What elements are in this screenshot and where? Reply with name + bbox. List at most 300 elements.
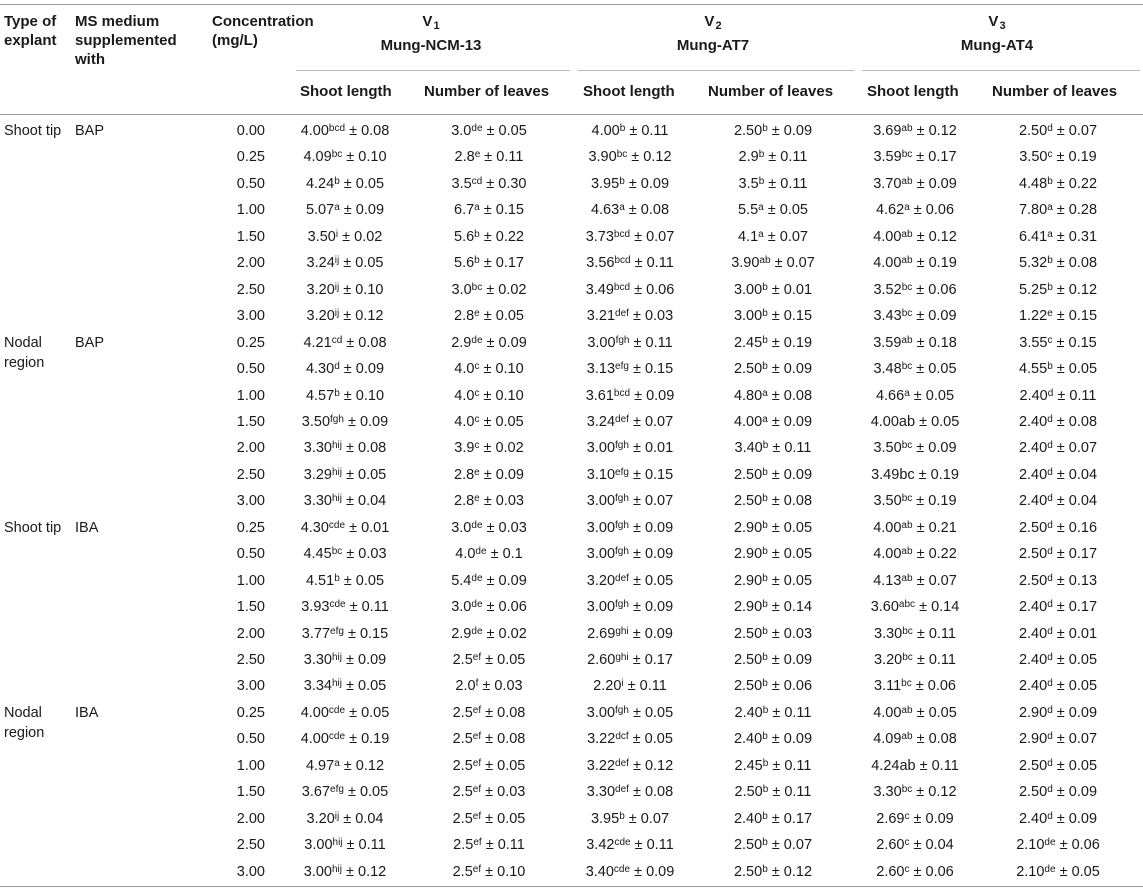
value-cell (698, 250, 848, 276)
plus-minus: ± (339, 572, 356, 589)
plus-minus: ± (1055, 863, 1072, 880)
plus-minus: ± (1052, 361, 1069, 378)
plus-minus: ± (339, 361, 356, 378)
significance-letters: de (475, 546, 487, 558)
value-cell (840, 859, 990, 885)
value-cell (555, 621, 705, 647)
value-cell (983, 144, 1133, 170)
standard-error: 0.06 (927, 678, 956, 695)
standard-error: 0.11 (497, 837, 525, 854)
standard-error: 0.15 (644, 361, 674, 378)
standard-error: 0.09 (646, 387, 675, 404)
mean-value: 3.50 (1019, 149, 1048, 166)
mean-value: 2.50 (733, 678, 763, 695)
value-cell (983, 435, 1133, 461)
plus-minus: ± (767, 466, 784, 483)
significance-letters: d (1047, 466, 1053, 478)
value-cell (983, 277, 1133, 303)
mean-value: 3.30 (303, 652, 332, 668)
plus-minus: ± (1052, 440, 1069, 457)
mean-value: 3.0 (451, 599, 472, 616)
standard-error: 0.03 (494, 678, 523, 695)
significance-letters: ef (473, 837, 482, 849)
value-cell (698, 118, 848, 144)
plus-minus: ± (1052, 784, 1069, 801)
value-cell (983, 647, 1133, 673)
concentration-cell: 2.00 (236, 440, 265, 457)
plus-minus: ± (1052, 413, 1069, 430)
plus-minus: ± (767, 387, 784, 404)
significance-letters: a (1047, 228, 1053, 240)
significance-letters: de (471, 625, 483, 637)
plus-minus: ± (481, 652, 498, 668)
standard-error: 0.19 (361, 731, 390, 748)
mean-value: 4.24ab (871, 757, 916, 774)
significance-letters: ab (901, 731, 913, 743)
concentration-cell: 2.50 (236, 281, 265, 298)
plus-minus: ± (1052, 175, 1069, 192)
value-cell (555, 277, 705, 303)
plus-minus: ± (630, 281, 647, 298)
standard-error: 0.04 (1068, 493, 1098, 510)
value-cell (414, 832, 564, 858)
plus-minus: ± (1052, 149, 1069, 166)
value-cell (698, 673, 848, 699)
mean-value: 2.40 (1018, 810, 1048, 827)
significance-letters: d (1047, 678, 1053, 690)
plus-minus: ± (768, 784, 785, 801)
mean-value: 4.21 (303, 334, 332, 351)
standard-error: 0.08 (497, 704, 526, 721)
significance-letters: d (1047, 413, 1053, 425)
value-cell (983, 859, 1133, 885)
standard-error: 0.09 (928, 308, 957, 325)
concentration-cell: 0.50 (236, 361, 265, 378)
concentration-cell: 0.25 (236, 704, 265, 721)
standard-error: 0.05 (928, 704, 957, 721)
mean-value: 3.48 (873, 361, 902, 378)
plus-minus: ± (630, 837, 647, 854)
value-cell (414, 224, 564, 250)
mean-value: 3.00 (586, 599, 616, 616)
mean-value: 2.5 (452, 784, 473, 801)
bottom-rule (0, 886, 1143, 887)
plus-minus: ± (342, 493, 359, 510)
value-cell (555, 700, 705, 726)
plus-minus: ± (339, 387, 356, 404)
plus-minus: ± (342, 149, 359, 166)
value-cell (270, 330, 420, 356)
value-cell (698, 303, 848, 329)
plus-minus: ± (481, 757, 498, 774)
significance-letters: b (1047, 175, 1053, 187)
mean-value: 3.10 (586, 466, 616, 483)
mean-value: 3.29 (303, 466, 332, 483)
significance-letters: e (474, 466, 480, 478)
standard-error: 0.09 (498, 572, 527, 589)
value-cell (270, 726, 420, 752)
plus-minus: ± (339, 175, 356, 192)
header-concentration: Concentration (mg/L) (212, 13, 314, 49)
significance-letters: fgh (615, 704, 629, 716)
standard-error: 0.17 (928, 149, 957, 166)
mean-value: 2.5 (452, 652, 473, 668)
plus-minus: ± (482, 572, 499, 589)
significance-letters: b (758, 149, 765, 161)
significance-letters: a (762, 387, 768, 399)
value-cell (270, 118, 420, 144)
mean-value: 2.9 (738, 149, 759, 166)
plus-minus: ± (767, 652, 784, 668)
mean-value: 2.40 (1018, 652, 1048, 668)
significance-letters: c (474, 413, 480, 425)
significance-letters: a (334, 757, 340, 769)
mean-value: 3.40 (734, 440, 763, 457)
significance-letters: ab (901, 704, 913, 716)
standard-error: 0.15 (1068, 334, 1097, 351)
significance-letters: d (1047, 731, 1053, 743)
plus-minus: ± (628, 519, 645, 536)
variety-1-name: Mung-NCM-13 (380, 37, 482, 54)
value-cell (414, 356, 564, 382)
standard-error: 0.31 (1068, 228, 1098, 245)
plus-minus: ± (628, 546, 645, 563)
plus-minus: ± (481, 784, 498, 801)
plus-minus: ± (912, 652, 929, 668)
significance-letters: b (762, 810, 768, 822)
value-cell (270, 541, 420, 567)
variety-3-subscript: 3 (999, 20, 1006, 32)
value-cell (840, 118, 990, 144)
significance-letters: c (904, 810, 910, 822)
value-cell (414, 621, 564, 647)
significance-letters: b (762, 519, 768, 531)
value-cell (555, 118, 705, 144)
plus-minus: ± (479, 255, 496, 272)
standard-error: 0.22 (928, 546, 957, 563)
value-cell (270, 779, 420, 805)
mean-value: 3.0 (451, 281, 472, 298)
standard-error: 0.10 (495, 387, 524, 404)
mean-value: 2.40 (1018, 466, 1048, 483)
mean-value: 3.61 (585, 387, 614, 404)
plus-minus: ± (482, 519, 499, 536)
value-cell (414, 171, 564, 197)
standard-error: 0.15 (359, 625, 389, 642)
significance-letters: abc (898, 599, 916, 611)
standard-error: 0.12 (358, 863, 387, 880)
mean-value: 2.50 (733, 837, 763, 854)
value-cell (555, 779, 705, 805)
significance-letters: b (762, 281, 768, 293)
plus-minus: ± (482, 625, 499, 642)
significance-letters: b (619, 123, 626, 134)
standard-error: 0.12 (1068, 281, 1098, 298)
value-cell (698, 806, 848, 832)
value-cell (840, 726, 990, 752)
plus-minus: ± (479, 440, 496, 457)
variety-3-rule (862, 70, 1140, 71)
standard-error: 0.11 (928, 625, 956, 642)
value-cell (555, 726, 705, 752)
header-variety-3 (862, 12, 1132, 55)
plus-minus: ± (1052, 334, 1069, 351)
standard-error: 0.18 (928, 334, 957, 351)
medium-name: IBA (75, 519, 99, 536)
mean-value: 3.55 (1019, 334, 1048, 351)
mean-value: 3.30 (873, 784, 902, 801)
significance-letters: b (1047, 361, 1053, 373)
mean-value: 2.5 (452, 704, 473, 721)
significance-letters: efg (615, 361, 629, 373)
standard-error: 0.06 (928, 281, 957, 298)
standard-error: 0.05 (644, 731, 673, 748)
standard-error: 0.21 (928, 519, 957, 536)
concentration-cell: 1.50 (236, 228, 265, 245)
mean-value: 2.50 (1018, 572, 1048, 589)
mean-value: 4.00 (873, 228, 902, 245)
header-v2-number-of-leaves: Number of leaves (708, 83, 834, 100)
mean-value: 4.57 (305, 387, 335, 404)
concentration-cell: 1.50 (236, 784, 265, 801)
standard-error: 0.07 (783, 837, 813, 854)
mean-value: 3.42 (586, 837, 615, 854)
plus-minus: ± (342, 863, 359, 880)
mean-value: 3.30 (303, 440, 332, 457)
standard-error: 0.05 (497, 757, 526, 774)
significance-letters: ab (901, 175, 913, 187)
mean-value: 4.51 (305, 572, 335, 589)
standard-error: 0.07 (1068, 123, 1098, 139)
significance-letters: b (474, 255, 480, 267)
significance-letters: b (762, 466, 768, 478)
mean-value: 4.00 (300, 704, 329, 721)
mean-value: 4.00 (873, 255, 902, 272)
standard-error: 0.03 (498, 519, 527, 536)
standard-error: 0.19 (928, 493, 957, 510)
standard-error: 0.11 (641, 123, 669, 139)
standard-error: 0.09 (783, 361, 813, 378)
mean-value: 3.24 (306, 255, 335, 272)
concentration-cell: 0.25 (236, 334, 265, 351)
significance-letters: c (474, 361, 480, 373)
value-cell (840, 541, 990, 567)
plus-minus: ± (763, 228, 780, 245)
standard-error: 0.10 (358, 149, 387, 166)
standard-error: 0.12 (355, 757, 385, 774)
plus-minus: ± (478, 678, 495, 695)
concentration-cell: 0.00 (236, 123, 265, 139)
concentration-cell: 1.00 (236, 757, 265, 774)
significance-letters: cde (328, 731, 346, 743)
plus-minus: ± (479, 466, 496, 483)
mean-value: 3.00 (586, 493, 616, 510)
mean-value: 4.00 (873, 704, 902, 721)
significance-letters: efg (330, 625, 344, 637)
standard-error: 0.05 (779, 202, 808, 219)
medium-name: BAP (75, 123, 105, 139)
plus-minus: ± (912, 731, 929, 748)
significance-letters: b (334, 387, 340, 399)
variety-2-code: V (704, 13, 715, 30)
mean-value: 4.24 (305, 175, 335, 192)
value-cell (270, 647, 420, 673)
plus-minus: ± (1052, 281, 1069, 298)
value-cell (840, 647, 990, 673)
significance-letters: bc (901, 361, 913, 373)
concentration-cell: 0.25 (236, 519, 265, 536)
standard-error: 0.05 (1068, 361, 1098, 378)
value-cell (414, 118, 564, 144)
concentration-cell: 1.00 (236, 202, 265, 219)
mean-value: 5.25 (1018, 281, 1048, 298)
significance-letters: bc (331, 149, 343, 161)
mean-value: 2.90 (1018, 704, 1048, 721)
mean-value: 3.13 (586, 361, 616, 378)
value-cell (698, 383, 848, 409)
mean-value: 4.0 (455, 546, 476, 563)
plus-minus: ± (912, 784, 929, 801)
standard-error: 0.10 (355, 281, 384, 298)
value-cell (698, 726, 848, 752)
plus-minus: ± (479, 493, 496, 510)
standard-error: 0.05 (783, 519, 813, 536)
plus-minus: ± (343, 413, 360, 430)
standard-error: 0.09 (498, 334, 527, 351)
concentration-cell: 2.50 (236, 466, 265, 483)
plus-minus: ± (912, 546, 929, 563)
plus-minus: ± (1052, 704, 1069, 721)
significance-letters: d (334, 361, 340, 373)
standard-error: 0.06 (925, 863, 954, 880)
significance-letters: cd (471, 175, 483, 187)
plus-minus: ± (339, 810, 356, 827)
value-cell (983, 118, 1133, 144)
plus-minus: ± (345, 731, 362, 748)
plus-minus: ± (912, 228, 929, 245)
standard-error: 0.12 (644, 757, 674, 774)
variety-2-subscript: 2 (715, 20, 722, 32)
plus-minus: ± (1052, 810, 1069, 827)
mean-value: 3.00 (733, 281, 763, 298)
mean-value: 5.6 (454, 228, 475, 245)
value-cell (555, 594, 705, 620)
value-cell (840, 197, 990, 223)
significance-letters: ab (901, 334, 913, 346)
mean-value: 2.50 (1018, 757, 1048, 774)
mean-value: 4.48 (1018, 175, 1048, 192)
mean-value: 3.90 (731, 255, 760, 272)
mean-value: 5.6 (454, 255, 475, 272)
significance-letters: bc (901, 678, 912, 690)
mean-value: 3.77 (301, 625, 331, 642)
significance-letters: b (619, 810, 625, 822)
mean-value: 4.66 (875, 387, 905, 404)
value-cell (698, 832, 848, 858)
mean-value: 2.60 (876, 837, 905, 854)
significance-letters: de (1044, 837, 1056, 849)
header-rule (0, 114, 1143, 115)
concentration-cell: 2.00 (236, 810, 265, 827)
plus-minus: ± (628, 757, 645, 774)
mean-value: 4.0 (454, 387, 475, 404)
mean-value: 3.69 (873, 123, 902, 139)
mean-value: 4.0 (454, 413, 475, 430)
plus-minus: ± (342, 440, 359, 457)
mean-value: 3.90 (588, 149, 617, 166)
standard-error: 0.03 (644, 308, 674, 325)
variety-2-rule (578, 70, 854, 71)
significance-letters: fgh (330, 413, 344, 425)
plus-minus: ± (767, 625, 784, 642)
standard-error: 0.07 (640, 810, 670, 827)
significance-letters: a (619, 202, 625, 214)
standard-error: 0.08 (640, 202, 670, 219)
mean-value: 2.20 (593, 678, 622, 695)
plus-minus: ± (767, 334, 784, 351)
standard-error: 0.09 (644, 599, 674, 616)
plus-minus: ± (767, 281, 784, 298)
mean-value: 2.10 (1016, 837, 1045, 854)
standard-error: 0.05 (355, 572, 385, 589)
plus-minus: ± (628, 440, 645, 457)
value-cell (698, 568, 848, 594)
standard-error: 0.08 (358, 334, 387, 351)
explant-type: Nodal region (4, 704, 45, 741)
mean-value: 3.50 (307, 228, 336, 245)
significance-letters: a (904, 202, 910, 214)
significance-letters: ab (901, 572, 913, 584)
mean-value: 3.00 (733, 308, 763, 325)
value-cell (414, 753, 564, 779)
plus-minus: ± (628, 731, 645, 748)
header-variety-2 (578, 12, 848, 55)
significance-letters: de (471, 599, 483, 611)
value-cell (698, 515, 848, 541)
significance-letters: bc (902, 652, 913, 663)
standard-error: 0.11 (645, 334, 673, 351)
plus-minus: ± (345, 599, 362, 616)
plus-minus: ± (627, 149, 644, 166)
standard-error: 0.09 (359, 413, 389, 430)
value-cell (555, 568, 705, 594)
plus-minus: ± (628, 361, 645, 378)
standard-error: 0.07 (644, 493, 674, 510)
value-cell (555, 409, 705, 435)
mean-value: 2.50 (733, 123, 763, 139)
mean-value: 2.50 (733, 625, 763, 642)
standard-error: 0.01 (361, 519, 390, 536)
value-cell (840, 409, 990, 435)
value-cell (840, 171, 990, 197)
plus-minus: ± (482, 281, 499, 298)
value-cell (840, 250, 990, 276)
significance-letters: bcd (613, 228, 631, 240)
plus-minus: ± (486, 546, 503, 563)
standard-error: 0.07 (928, 572, 957, 589)
standard-error: 0.09 (640, 175, 670, 192)
standard-error: 0.06 (498, 599, 527, 616)
standard-error: 0.11 (496, 149, 524, 166)
significance-letters: de (471, 519, 483, 531)
standard-error: 0.05 (1071, 863, 1100, 880)
significance-letters: cde (328, 704, 346, 716)
variety-1-rule (296, 70, 570, 71)
value-cell (840, 621, 990, 647)
value-cell (270, 673, 420, 699)
value-cell (983, 488, 1133, 514)
significance-letters: bc (616, 149, 628, 161)
